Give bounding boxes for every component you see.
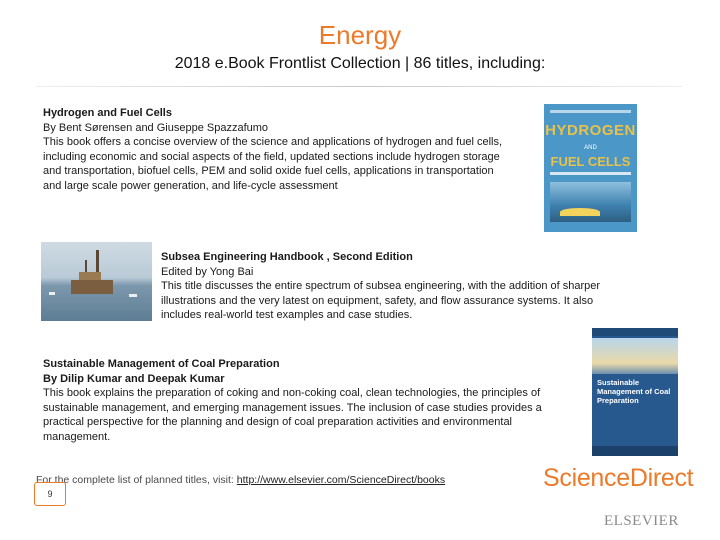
- titles-list-link[interactable]: http://www.elsevier.com/ScienceDirect/books: [236, 474, 446, 486]
- book-cover-hydrogen[interactable]: [544, 104, 637, 232]
- book-entry-hydrogen: [43, 106, 503, 193]
- book-entry-subsea: [161, 250, 601, 323]
- book-title: Sustainable Management of Coal Preparation: [43, 358, 280, 370]
- book-title: Hydrogen and Fuel Cells: [43, 107, 172, 119]
- footer-note-text: For the complete list of planned titles, visit:: [36, 474, 237, 486]
- cover-title-line2: FUEL CELLS: [550, 154, 631, 169]
- cover-title-line1: HYDROGEN: [545, 122, 636, 139]
- boat: [49, 292, 55, 295]
- book-cover-coal[interactable]: [592, 328, 678, 456]
- offshore-platform-photo: [41, 242, 152, 321]
- book-title: Subsea Engineering Handbook , Second Edition: [161, 251, 413, 263]
- elsevier-logo: ELSEVIER: [604, 513, 679, 529]
- cover-top-band: [592, 328, 678, 336]
- book-authors: By Bent Sørensen and Giuseppe Spazzafumo: [43, 121, 269, 134]
- cover-strip: [550, 110, 631, 113]
- platform-hull: [71, 280, 113, 294]
- book-entry-coal: [43, 357, 563, 444]
- book-description: This title discusses the entire spectrum of subsea engineering, with the addition of sharper illustrations and the very latest on equipment, safety, and flow assurance systems. It also includes real-world test examples and case studies.: [161, 280, 601, 321]
- book-description: This book offers a concise overview of the science and applications of hydrogen and fuel cells, including economic and social aspects of the field, updated sections include hydrogen storage and transportation, biofuel cells, PEM and solid oxide fuel cells, applications in transportation and large scale power generation, and life-cycle assessment: [43, 136, 503, 192]
- cover-bottom-band: [592, 446, 678, 456]
- divider: [36, 86, 682, 87]
- cover-title-and: AND: [584, 145, 597, 151]
- book-description: This book explains the preparation of coking and non-coking coal, clean technologies, the principles of sustainable management, and emerging management issues. The inclusion of case studies provides a practical perspective for the planning and design of coal preparation activities and environmental management.: [43, 387, 542, 443]
- footer-note: [36, 474, 445, 486]
- cover-illustration: [592, 338, 678, 374]
- page-subtitle: 2018 e.Book Frontlist Collection | 86 titles, including:: [174, 55, 546, 72]
- book-authors: By Dilip Kumar and Deepak Kumar: [43, 372, 225, 385]
- boat: [129, 294, 137, 297]
- page-number: 9: [34, 482, 66, 506]
- cover-illustration: [550, 182, 631, 222]
- cover-subtitle-bar: [550, 172, 631, 175]
- book-authors: Edited by Yong Bai: [161, 265, 254, 278]
- sciencedirect-logo: ScienceDirect: [543, 464, 694, 492]
- page-title: Energy: [318, 20, 402, 50]
- cover-title: Sustainable Management of Coal Preparation: [597, 378, 671, 405]
